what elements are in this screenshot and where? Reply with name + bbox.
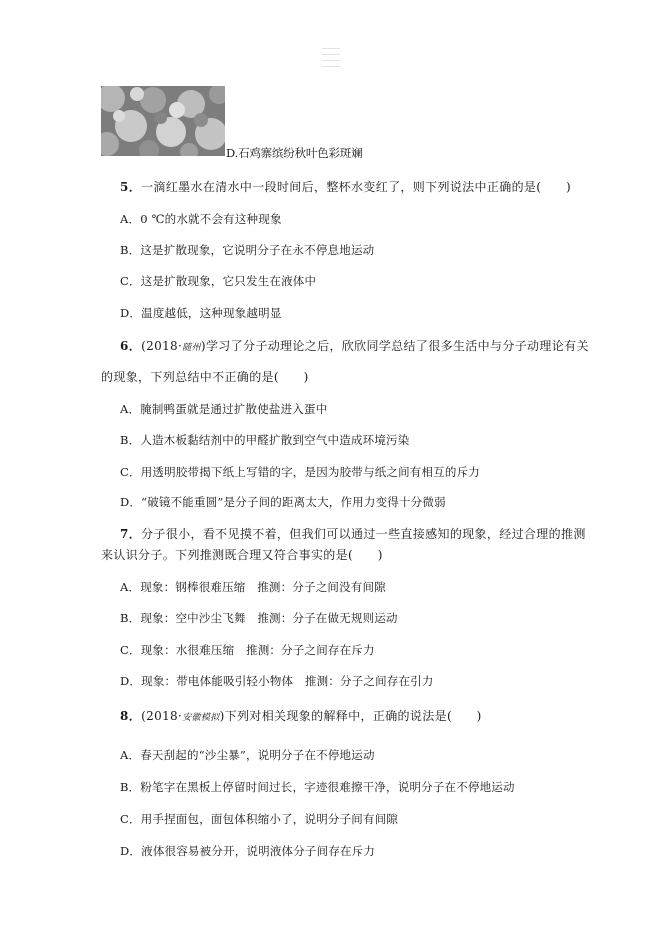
question-number: 5 — [120, 180, 129, 194]
question-7-stem-line2: 来认识分子。下列推测既合理又符合事实的是( ) — [101, 548, 383, 562]
question-text: 一滴红墨水在清水中一段时间后，整杯水变红了，则下列说法中正确的是( ) — [141, 180, 572, 194]
question-6-option-a: A．腌制鸭蛋就是通过扩散使盐进入蛋中 — [120, 402, 328, 416]
question-6-option-c: C．用透明胶带揭下纸上写错的字，是因为胶带与纸之间有相互的斥力 — [120, 465, 480, 479]
question-8-stem: 8．(2018·安徽模拟)下列对相关现象的解释中，正确的说法是( ) — [120, 709, 482, 723]
question-8-option-c: C．用手捏面包，面包体积缩小了，说明分子间有间隙 — [120, 812, 399, 826]
question-source-place: 安徽模拟 — [182, 713, 220, 723]
question-6-stem-line2: 的现象，下列总结中不正确的是( ) — [101, 370, 309, 384]
question-text: )学习了分子动理论之后，欣欣同学总结了很多生活中与分子动理论有关 — [200, 339, 589, 353]
question-text: )下列对相关现象的解释中，正确的说法是( ) — [219, 709, 482, 723]
question-5-option-c: C．这是扩散现象，它只发生在液体中 — [120, 274, 317, 288]
question-7-option-c: C．现象：水很难压缩 推测：分子之间存在斥力 — [120, 643, 375, 657]
question-6-stem: 6．(2018·随州)学习了分子动理论之后，欣欣同学总结了很多生活中与分子动理论有关 — [120, 339, 589, 353]
question-5-option-b: B．这是扩散现象，它说明分子在永不停息地运动 — [120, 243, 375, 257]
question-7-stem: 7．分子很小，看不见摸不着，但我们可以通过一些直接感知的现象，经过合理的推测 — [120, 527, 586, 541]
question-5-stem: 5．一滴红墨水在清水中一段时间后，整杯水变红了，则下列说法中正确的是( ) — [120, 180, 572, 194]
question-6-option-d: D．“破镜不能重圆”是分子间的距离太大，作用力变得十分微弱 — [120, 495, 446, 509]
leaves-photo — [101, 86, 225, 156]
question-5-option-d: D．温度越低，这种现象越明显 — [120, 306, 282, 320]
question-8-option-d: D．液体很容易被分开，说明液体分子间存在斥力 — [120, 844, 376, 858]
question-7-option-a: A．现象：钢棒很难压缩 推测：分子之间没有间隙 — [120, 580, 386, 594]
faint-page-mark — [322, 48, 340, 78]
question-source-open: (2018· — [141, 339, 183, 353]
question-source-place: 随州 — [182, 343, 201, 353]
question-number: 7 — [120, 527, 129, 541]
question-number: 8 — [120, 709, 129, 723]
question-8-option-b: B．粉笔字在黑板上停留时间过长，字迹很难擦干净，说明分子在不停地运动 — [120, 780, 515, 794]
question-5-option-a: A．0 ℃的水就不会有这种现象 — [120, 212, 282, 226]
leaves-photo-drawing — [101, 86, 225, 156]
question-7-option-b: B．现象：空中沙尘飞舞 推测：分子在做无规则运动 — [120, 611, 398, 625]
question-source-open: (2018· — [141, 709, 183, 723]
question-text: 分子很小，看不见摸不着，但我们可以通过一些直接感知的现象，经过合理的推测 — [141, 527, 586, 541]
question-number: 6 — [120, 339, 129, 353]
question-8-option-a: A．春天刮起的“沙尘暴”，说明分子在不停地运动 — [120, 748, 375, 762]
question-7-option-d: D．现象：带电体能吸引轻小物体 推测：分子之间存在引力 — [120, 674, 434, 688]
photo-caption: D.石鸡寨缤纷秋叶色彩斑斓 — [226, 146, 363, 160]
question-6-option-b: B．人造木板黏结剂中的甲醛扩散到空气中造成环境污染 — [120, 433, 410, 447]
